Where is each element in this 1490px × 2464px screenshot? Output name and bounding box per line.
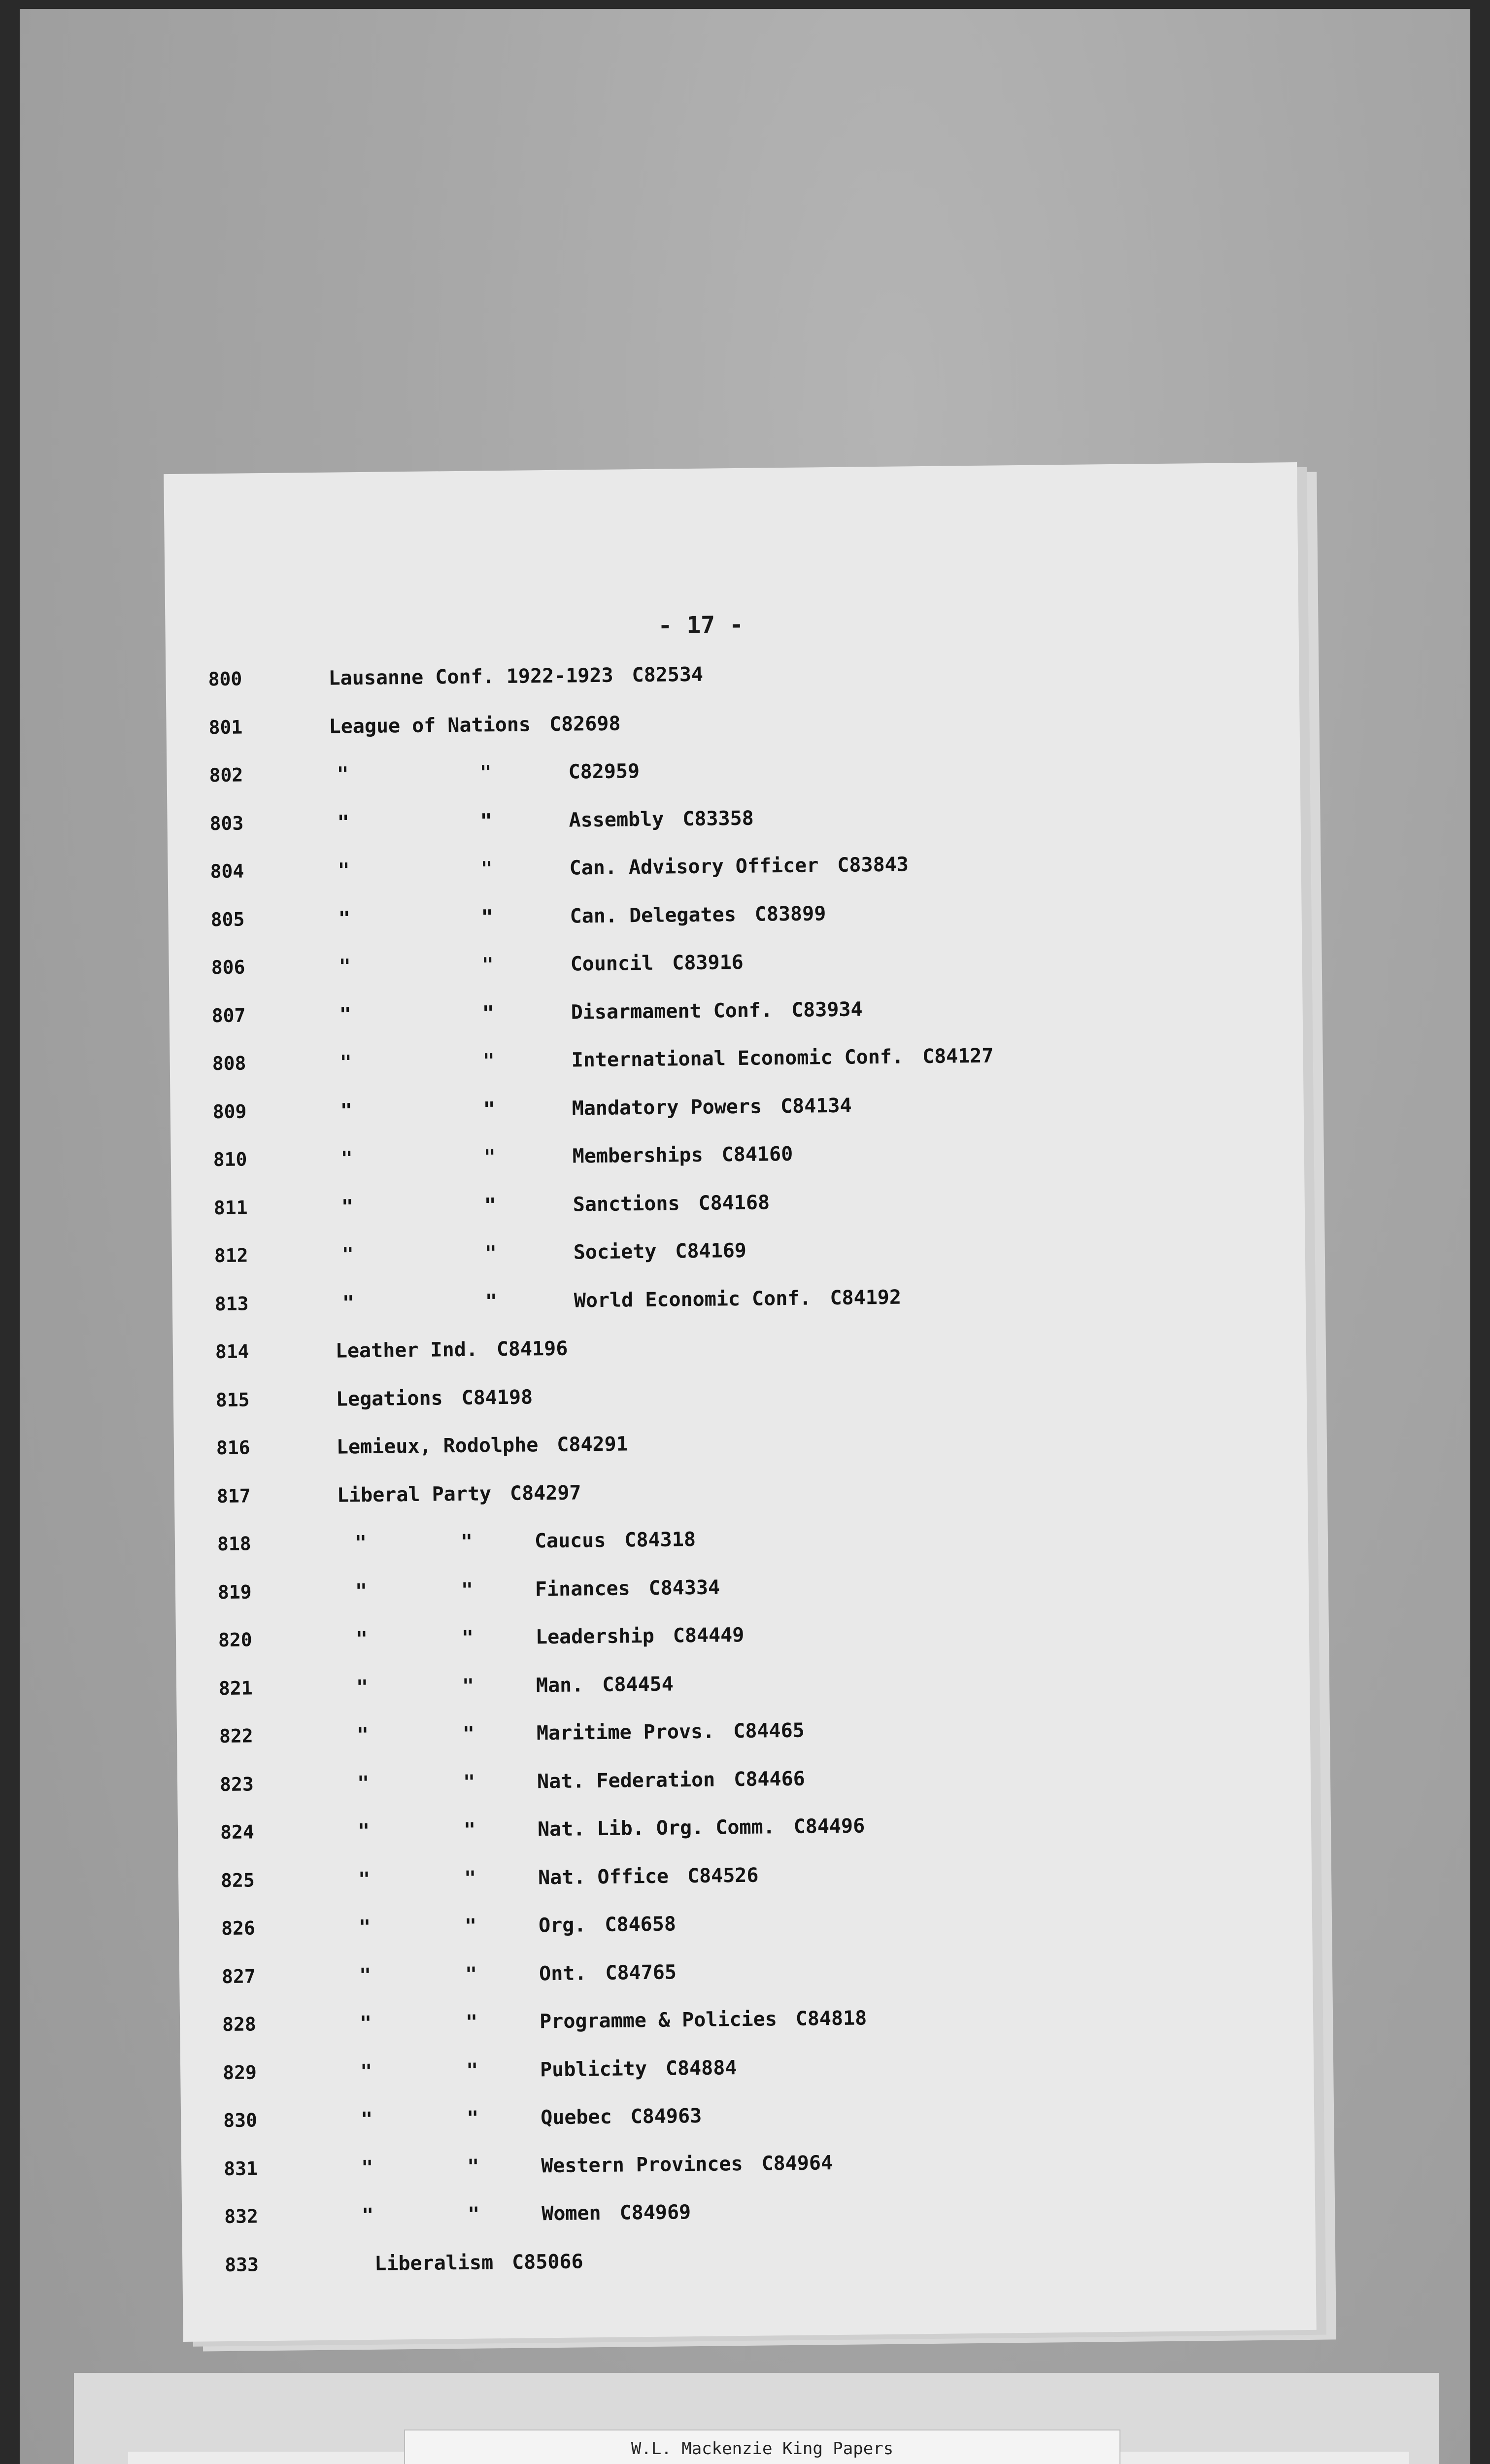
entry-row (172, 1281, 1306, 1328)
entry-text-group (540, 2007, 867, 2033)
entry-row (179, 1906, 1313, 1952)
entry-text-group (337, 1481, 581, 1506)
ditto-mark: " (341, 1243, 354, 1266)
entry-number: 831 (224, 2157, 258, 2180)
entry-code: C82959 (568, 760, 640, 784)
entry-subject: Council (570, 952, 654, 976)
entry-code: C83358 (682, 807, 754, 830)
entry-number: 800 (208, 668, 242, 690)
entry-text-group (536, 1624, 745, 1648)
entry-number: 832 (224, 2205, 259, 2228)
entry-number: 825 (220, 1869, 255, 1891)
entry-code: C84134 (780, 1094, 852, 1118)
ditto-mark: " (357, 1819, 370, 1843)
entry-text-group (541, 2152, 833, 2177)
page-number: - 17 - (658, 611, 744, 640)
ditto-mark: " (482, 1001, 495, 1025)
entry-text-group (535, 1528, 696, 1552)
entry-number: 803 (209, 812, 244, 834)
entry-subject: Ont. (539, 1961, 587, 1985)
entry-code: C84196 (496, 1337, 568, 1361)
entry-text-group (537, 1719, 805, 1745)
entry-text-group (336, 1337, 568, 1363)
ditto-mark: " (359, 2012, 372, 2035)
ditto-mark: " (461, 1578, 474, 1602)
entry-code: C84818 (795, 2007, 867, 2030)
entry-number: 805 (210, 908, 245, 930)
entry-text-group (571, 1045, 993, 1072)
ditto-mark: " (485, 1290, 498, 1313)
ditto-mark: " (362, 2204, 374, 2227)
ditto-mark: " (354, 1531, 367, 1555)
entry-subject: Can. Advisory Officer (569, 854, 819, 880)
entry-number: 801 (208, 716, 243, 738)
entry-row (173, 1377, 1307, 1424)
entry-row (178, 1810, 1312, 1856)
entry-text-group (574, 1286, 902, 1312)
entry-code: C84884 (665, 2056, 737, 2080)
entry-row (170, 1089, 1304, 1135)
entry-text-group (569, 807, 754, 831)
entry-subject: Women (541, 2202, 601, 2225)
ditto-mark: " (340, 1147, 353, 1170)
entry-code: C84466 (734, 1767, 805, 1791)
entry-number: 816 (216, 1437, 250, 1459)
entry-subject: Publicity (540, 2057, 647, 2081)
entry-subject: Leadership (535, 1624, 655, 1649)
entry-subject: Org. (538, 1914, 586, 1937)
entry-row (175, 1570, 1309, 1616)
entry-row (170, 1041, 1304, 1088)
entry-subject: Finances (535, 1576, 630, 1601)
ditto-mark: " (462, 1675, 474, 1698)
entry-text-group (573, 1143, 793, 1168)
entry-number: 817 (216, 1484, 251, 1507)
entry-number: 807 (211, 1004, 246, 1027)
entry-code: C84969 (619, 2201, 691, 2224)
ditto-mark: " (466, 2059, 478, 2082)
entry-row (181, 2098, 1315, 2145)
entry-row (180, 2002, 1314, 2049)
ditto-mark: " (481, 905, 493, 928)
ditto-mark: " (480, 857, 493, 881)
entry-number: 821 (218, 1677, 253, 1699)
entry-row (169, 945, 1302, 992)
entry-code: C84526 (687, 1864, 759, 1887)
entry-code: C84963 (630, 2104, 702, 2128)
ditto-mark: " (481, 954, 494, 977)
entry-subject: Assembly (569, 808, 664, 832)
entry-code: C84198 (461, 1385, 533, 1409)
entry-text-group (539, 1961, 677, 1985)
entry-subject: Legations (336, 1386, 443, 1411)
ditto-mark: " (460, 1530, 473, 1553)
entry-row (169, 993, 1303, 1040)
entry-row (171, 1185, 1305, 1232)
entry-text-group (536, 1673, 674, 1697)
entry-text-group (573, 1191, 770, 1216)
ditto-mark: " (359, 1964, 372, 1987)
entry-row (180, 2050, 1314, 2096)
entry-row (177, 1762, 1311, 1808)
collection-series (405, 2461, 1119, 2464)
entry-row (175, 1522, 1309, 1568)
entry-text-group (541, 2105, 702, 2129)
entry-row (182, 2242, 1316, 2289)
entry-code: C82698 (549, 712, 621, 736)
ditto-mark: " (480, 809, 492, 832)
ditto-mark: " (467, 2203, 480, 2226)
ditto-mark: " (466, 2107, 479, 2130)
entry-code: C84496 (793, 1814, 865, 1838)
ditto-mark: " (356, 1723, 369, 1747)
entry-subject: Sanctions (573, 1192, 680, 1216)
entry-number: 818 (217, 1533, 251, 1555)
entry-subject: Leather Ind. (335, 1338, 478, 1363)
entry-code: C84192 (830, 1286, 902, 1309)
ditto-mark: " (463, 1771, 475, 1794)
ditto-mark: " (483, 1146, 496, 1169)
entry-number: 822 (219, 1725, 253, 1747)
ditto-mark: " (479, 761, 492, 785)
entry-number: 812 (214, 1244, 248, 1267)
entry-code: C84127 (922, 1044, 994, 1068)
entry-row (172, 1233, 1306, 1280)
entry-subject: Lausanne Conf. 1922-1923 (328, 664, 613, 690)
entry-code: C84334 (648, 1575, 720, 1600)
entry-text-group (540, 2056, 737, 2081)
entry-code: C85066 (511, 2250, 583, 2274)
ditto-mark: " (338, 859, 350, 882)
entry-subject: Memberships (572, 1143, 703, 1168)
entry-code: C83916 (672, 951, 744, 975)
entry-subject: International Economic Conf. (571, 1045, 904, 1072)
entry-number: 829 (222, 2061, 257, 2084)
entry-subject: Society (573, 1240, 657, 1264)
ditto-mark: " (462, 1722, 475, 1745)
entry-subject: Lemieux, Rodolphe (336, 1434, 539, 1459)
entry-number: 808 (212, 1052, 246, 1075)
entry-text-group (538, 1814, 865, 1841)
entry-text-group (329, 712, 620, 738)
ditto-mark: " (337, 811, 349, 834)
ditto-mark: " (483, 1097, 496, 1121)
ditto-mark: " (461, 1626, 474, 1649)
entry-row (174, 1426, 1308, 1472)
entry-subject: Mandatory Powers (572, 1095, 762, 1120)
entry-row (179, 1954, 1313, 2000)
ditto-mark: " (338, 907, 351, 930)
ditto-mark: " (339, 1051, 352, 1074)
entry-text-group (336, 1386, 533, 1410)
entry-subject: Caucus (534, 1529, 606, 1553)
entry-code: C84964 (761, 2151, 833, 2175)
entry-number: 802 (209, 764, 243, 787)
film-edge-top (0, 0, 1490, 9)
entry-subject: Programme & Policies (539, 2008, 777, 2033)
film-edge-right (1470, 0, 1490, 2464)
entry-text-group (337, 1433, 628, 1458)
ditto-mark: " (340, 1099, 353, 1122)
ditto-mark: " (465, 1963, 477, 1986)
entry-number: 828 (222, 2013, 257, 2036)
entry-subject: Liberalism (374, 2251, 494, 2275)
entry-subject: Western Provinces (541, 2152, 743, 2177)
entry-code: C84168 (698, 1191, 770, 1215)
entry-text-group (570, 902, 826, 927)
ditto-mark: " (356, 1676, 369, 1699)
ditto-mark: " (464, 1867, 476, 1890)
entry-number: 809 (212, 1100, 247, 1123)
entry-row (178, 1858, 1312, 1904)
entry-text-group (535, 1576, 720, 1601)
entry-code: C84449 (673, 1623, 745, 1647)
entry-number: 824 (220, 1821, 254, 1844)
entry-code: C84765 (605, 1960, 677, 1985)
entry-code: C84318 (624, 1528, 696, 1552)
ditto-mark: " (341, 1195, 354, 1218)
entry-code: C84454 (602, 1672, 674, 1696)
entry-row (171, 1137, 1305, 1184)
entry-text-group (538, 1864, 759, 1889)
entry-number: 833 (225, 2253, 259, 2276)
entry-row (177, 1714, 1311, 1760)
entry-number: 819 (217, 1580, 252, 1603)
entry-row (182, 2194, 1316, 2241)
entry-number: 811 (213, 1196, 248, 1219)
ditto-mark: " (337, 763, 349, 786)
entry-text-group (539, 1913, 676, 1937)
ditto-mark: " (355, 1579, 368, 1603)
entry-row (166, 657, 1299, 703)
entry-row (173, 1330, 1307, 1376)
ditto-mark: " (484, 1194, 497, 1217)
entry-subject: Nat. Office (538, 1865, 669, 1889)
entry-number: 830 (223, 2109, 258, 2132)
entry-subject: Nat. Federation (537, 1768, 715, 1793)
entry-row (166, 705, 1300, 752)
entry-subject: Disarmament Conf. (571, 998, 773, 1024)
entry-subject: Man. (536, 1673, 584, 1697)
entry-row (174, 1473, 1308, 1520)
ditto-mark: " (339, 955, 351, 978)
entry-code: C83934 (791, 997, 863, 1022)
entry-code: C83843 (837, 853, 909, 877)
ditto-mark: " (361, 2156, 373, 2179)
ditto-mark: " (464, 1915, 477, 1938)
entry-code: C84658 (605, 1913, 677, 1936)
ditto-mark: " (484, 1242, 497, 1265)
document-page (164, 462, 1317, 2342)
entry-subject: Quebec (540, 2105, 612, 2129)
ditto-mark: " (358, 1868, 371, 1891)
entry-subject: World Economic Conf. (574, 1286, 812, 1312)
ditto-mark: " (342, 1291, 355, 1314)
entry-code: C84297 (509, 1481, 581, 1505)
entry-code: C83899 (754, 902, 826, 926)
entry-row (181, 2146, 1315, 2192)
ditto-mark: " (360, 2108, 373, 2131)
entry-subject: Liberal Party (337, 1482, 492, 1507)
entry-number: 815 (215, 1388, 250, 1411)
entry-code: C84465 (733, 1719, 805, 1743)
entry-subject: Can. Delegates (570, 903, 737, 928)
ditto-mark: " (355, 1627, 368, 1651)
entry-number: 810 (213, 1148, 247, 1171)
entry-text-group (571, 998, 862, 1024)
collection-strip (404, 2430, 1120, 2464)
entry-code: C84169 (675, 1239, 747, 1263)
entry-row (168, 897, 1302, 944)
entry-number: 813 (214, 1292, 249, 1315)
ditto-mark: " (357, 1772, 370, 1795)
entry-number: 820 (218, 1629, 252, 1651)
entry-subject: Maritime Provs. (536, 1720, 715, 1745)
entry-code: C84160 (721, 1142, 793, 1166)
ditto-mark: " (463, 1818, 476, 1842)
entry-row (176, 1666, 1310, 1712)
entry-text-group (568, 760, 640, 784)
entry-subject: Nat. Lib. Org. Comm. (537, 1815, 775, 1841)
entry-number: 823 (219, 1773, 254, 1795)
entry-subject: League of Nations (329, 713, 531, 738)
entry-text-group (569, 853, 909, 879)
entry-text-group (537, 1767, 805, 1793)
entry-number: 814 (215, 1340, 249, 1363)
entry-number: 827 (221, 1965, 256, 1987)
entry-number: 806 (211, 956, 245, 979)
entry-number: 826 (221, 1917, 255, 1940)
entry-code: C82534 (632, 663, 704, 687)
ditto-mark: " (467, 2155, 479, 2178)
entry-row (176, 1618, 1310, 1664)
entry-row (167, 801, 1301, 848)
entry-text-group (328, 663, 703, 690)
entry-code: C84291 (557, 1433, 629, 1456)
collection-title: W.L. Mackenzie King Papers (631, 2439, 894, 2459)
entry-text-group (574, 1239, 747, 1264)
entry-text-group (374, 2250, 583, 2275)
ditto-mark: " (482, 1050, 495, 1073)
ditto-mark: " (358, 1916, 371, 1939)
ditto-mark: " (360, 2060, 372, 2083)
entry-text-group (570, 951, 744, 976)
ditto-mark: " (465, 2011, 478, 2034)
entry-text-group (572, 1094, 851, 1120)
entry-row (168, 849, 1301, 895)
entry-row (167, 753, 1300, 799)
entry-number: 804 (210, 860, 244, 883)
ditto-mark: " (339, 1003, 352, 1026)
entry-text-group (542, 2201, 691, 2225)
film-edge-left (0, 0, 20, 2464)
